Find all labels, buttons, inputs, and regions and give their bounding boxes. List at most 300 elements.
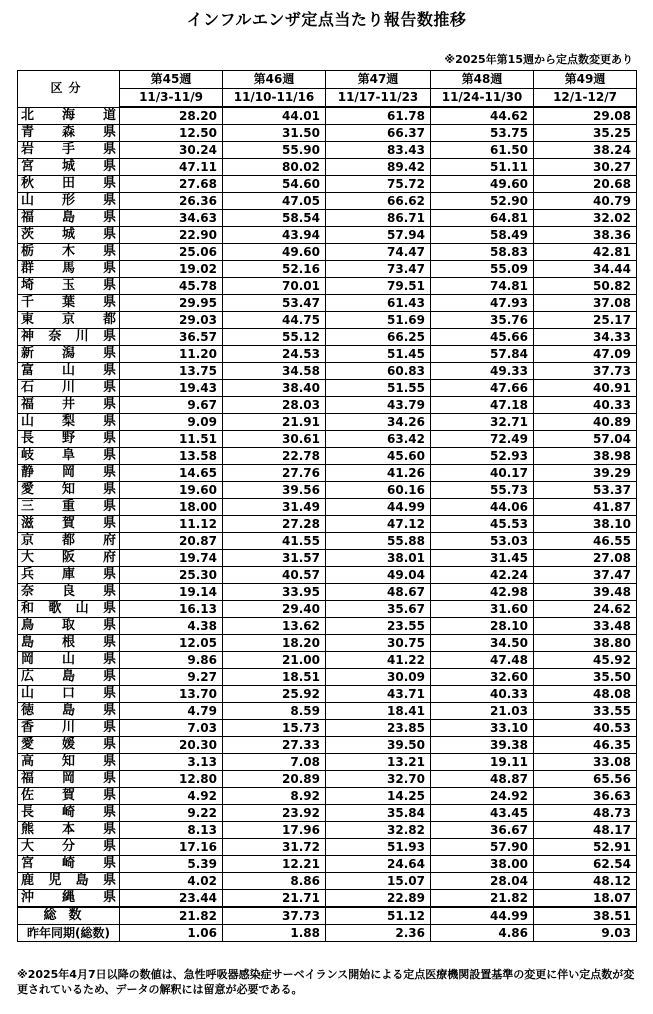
report-value-cell: 48.73 xyxy=(534,805,637,822)
report-value-cell: 37.08 xyxy=(534,295,637,312)
report-value-cell: 20.68 xyxy=(534,176,637,193)
report-value-cell: 4.86 xyxy=(431,925,534,942)
table-row xyxy=(18,635,637,652)
report-value-cell: 41.87 xyxy=(534,499,637,516)
report-value-cell: 40.89 xyxy=(534,414,637,431)
table-row xyxy=(18,754,637,771)
region-name: 昨年同期(総数) xyxy=(18,925,120,942)
report-value-cell: 48.17 xyxy=(534,822,637,839)
report-value-cell: 36.63 xyxy=(534,788,637,805)
region-name: 富山県 xyxy=(18,363,120,380)
report-value-cell: 39.56 xyxy=(223,482,326,499)
table-row xyxy=(18,839,637,856)
region-name: 埼玉県 xyxy=(18,278,120,295)
region-name: 宮城県 xyxy=(18,159,120,176)
report-value-cell: 9.67 xyxy=(120,397,223,414)
report-value-cell: 24.64 xyxy=(326,856,431,873)
report-value-cell: 11.51 xyxy=(120,431,223,448)
region-name: 福島県 xyxy=(18,210,120,227)
region-name: 岡山県 xyxy=(18,652,120,669)
table-row xyxy=(18,601,637,618)
report-value-cell: 21.71 xyxy=(223,890,326,908)
report-value-cell: 32.70 xyxy=(326,771,431,788)
report-value-cell: 25.17 xyxy=(534,312,637,329)
report-value-cell: 52.91 xyxy=(534,839,637,856)
report-value-cell: 47.66 xyxy=(431,380,534,397)
report-value-cell: 9.22 xyxy=(120,805,223,822)
report-value-cell: 8.13 xyxy=(120,822,223,839)
report-value-cell: 21.82 xyxy=(120,907,223,925)
report-value-cell: 13.21 xyxy=(326,754,431,771)
report-value-cell: 33.10 xyxy=(431,720,534,737)
report-value-cell: 89.42 xyxy=(326,159,431,176)
report-value-cell: 42.24 xyxy=(431,567,534,584)
report-value-cell: 80.02 xyxy=(223,159,326,176)
report-value-cell: 3.13 xyxy=(120,754,223,771)
report-value-cell: 8.92 xyxy=(223,788,326,805)
report-value-cell: 13.75 xyxy=(120,363,223,380)
report-value-cell: 34.63 xyxy=(120,210,223,227)
report-value-cell: 38.01 xyxy=(326,550,431,567)
report-value-cell: 7.08 xyxy=(223,754,326,771)
report-value-cell: 34.44 xyxy=(534,261,637,278)
region-name: 福井県 xyxy=(18,397,120,414)
report-value-cell: 2.36 xyxy=(326,925,431,942)
report-value-cell: 38.10 xyxy=(534,516,637,533)
report-value-cell: 21.03 xyxy=(431,703,534,720)
report-value-cell: 45.53 xyxy=(431,516,534,533)
report-value-cell: 29.03 xyxy=(120,312,223,329)
report-value-cell: 32.02 xyxy=(534,210,637,227)
report-value-cell: 19.60 xyxy=(120,482,223,499)
last-year-row xyxy=(18,925,637,942)
report-value-cell: 4.02 xyxy=(120,873,223,890)
report-value-cell: 47.12 xyxy=(326,516,431,533)
report-value-cell: 21.82 xyxy=(431,890,534,908)
report-value-cell: 23.85 xyxy=(326,720,431,737)
table-row xyxy=(18,176,637,193)
report-value-cell: 18.20 xyxy=(223,635,326,652)
report-value-cell: 15.73 xyxy=(223,720,326,737)
table-row xyxy=(18,159,637,176)
region-name: 高知県 xyxy=(18,754,120,771)
report-value-cell: 12.80 xyxy=(120,771,223,788)
report-value-cell: 38.24 xyxy=(534,142,637,159)
report-value-cell: 66.25 xyxy=(326,329,431,346)
report-value-cell: 41.22 xyxy=(326,652,431,669)
report-value-cell: 49.60 xyxy=(431,176,534,193)
report-value-cell: 86.71 xyxy=(326,210,431,227)
report-value-cell: 27.08 xyxy=(534,550,637,567)
report-value-cell: 31.57 xyxy=(223,550,326,567)
region-name: 京都府 xyxy=(18,533,120,550)
region-name: 和歌山県 xyxy=(18,601,120,618)
report-value-cell: 40.57 xyxy=(223,567,326,584)
region-name: 山口県 xyxy=(18,686,120,703)
report-value-cell: 53.75 xyxy=(431,125,534,142)
report-value-cell: 53.47 xyxy=(223,295,326,312)
region-name: 新潟県 xyxy=(18,346,120,363)
region-name: 島根県 xyxy=(18,635,120,652)
region-name: 沖縄県 xyxy=(18,890,120,908)
table-row xyxy=(18,669,637,686)
report-value-cell: 4.79 xyxy=(120,703,223,720)
report-value-cell: 15.07 xyxy=(326,873,431,890)
region-name: 茨城県 xyxy=(18,227,120,244)
report-value-cell: 13.70 xyxy=(120,686,223,703)
report-value-cell: 55.90 xyxy=(223,142,326,159)
region-name: 長野県 xyxy=(18,431,120,448)
region-name: 北海道 xyxy=(18,107,120,125)
report-value-cell: 38.51 xyxy=(534,907,637,925)
report-value-cell: 74.47 xyxy=(326,244,431,261)
week-header: 第46週 xyxy=(223,71,326,89)
report-value-cell: 48.67 xyxy=(326,584,431,601)
report-value-cell: 57.94 xyxy=(326,227,431,244)
report-value-cell: 43.71 xyxy=(326,686,431,703)
report-value-cell: 31.45 xyxy=(431,550,534,567)
report-value-cell: 48.12 xyxy=(534,873,637,890)
report-value-cell: 35.84 xyxy=(326,805,431,822)
report-value-cell: 46.35 xyxy=(534,737,637,754)
report-value-cell: 23.55 xyxy=(326,618,431,635)
report-value-cell: 74.81 xyxy=(431,278,534,295)
report-value-cell: 13.58 xyxy=(120,448,223,465)
region-name: 岩手県 xyxy=(18,142,120,159)
table-row xyxy=(18,652,637,669)
report-value-cell: 55.73 xyxy=(431,482,534,499)
report-value-cell: 31.50 xyxy=(223,125,326,142)
table-row xyxy=(18,533,637,550)
report-value-cell: 47.48 xyxy=(431,652,534,669)
report-value-cell: 13.62 xyxy=(223,618,326,635)
report-value-cell: 57.90 xyxy=(431,839,534,856)
report-value-cell: 35.76 xyxy=(431,312,534,329)
region-name: 鹿児島県 xyxy=(18,873,120,890)
report-value-cell: 28.10 xyxy=(431,618,534,635)
region-name: 石川県 xyxy=(18,380,120,397)
report-value-cell: 52.16 xyxy=(223,261,326,278)
report-value-cell: 72.49 xyxy=(431,431,534,448)
report-value-cell: 66.37 xyxy=(326,125,431,142)
date-range-header: 12/1-12/7 xyxy=(534,89,637,108)
table-row xyxy=(18,703,637,720)
report-value-cell: 40.33 xyxy=(431,686,534,703)
report-value-cell: 47.11 xyxy=(120,159,223,176)
report-value-cell: 51.55 xyxy=(326,380,431,397)
region-column-header: 区分 xyxy=(18,71,120,108)
report-value-cell: 47.18 xyxy=(431,397,534,414)
report-value-cell: 33.08 xyxy=(534,754,637,771)
report-value-cell: 9.27 xyxy=(120,669,223,686)
report-value-cell: 54.60 xyxy=(223,176,326,193)
report-value-cell: 65.56 xyxy=(534,771,637,788)
table-row xyxy=(18,737,637,754)
region-name: 大阪府 xyxy=(18,550,120,567)
region-name: 愛媛県 xyxy=(18,737,120,754)
report-value-cell: 8.86 xyxy=(223,873,326,890)
region-name: 青森県 xyxy=(18,125,120,142)
report-value-cell: 4.38 xyxy=(120,618,223,635)
report-value-cell: 48.87 xyxy=(431,771,534,788)
report-value-cell: 27.33 xyxy=(223,737,326,754)
table-row xyxy=(18,227,637,244)
report-value-cell: 75.72 xyxy=(326,176,431,193)
report-value-cell: 31.72 xyxy=(223,839,326,856)
table-row xyxy=(18,346,637,363)
region-name: 長崎県 xyxy=(18,805,120,822)
table-row xyxy=(18,805,637,822)
report-value-cell: 53.03 xyxy=(431,533,534,550)
report-value-cell: 14.65 xyxy=(120,465,223,482)
date-range-header: 11/24-11/30 xyxy=(431,89,534,108)
report-value-cell: 61.50 xyxy=(431,142,534,159)
report-value-cell: 11.12 xyxy=(120,516,223,533)
report-value-cell: 19.14 xyxy=(120,584,223,601)
report-value-cell: 41.26 xyxy=(326,465,431,482)
report-value-cell: 55.09 xyxy=(431,261,534,278)
report-value-cell: 22.78 xyxy=(223,448,326,465)
report-value-cell: 40.79 xyxy=(534,193,637,210)
table-row xyxy=(18,312,637,329)
report-value-cell: 24.62 xyxy=(534,601,637,618)
report-value-cell: 21.00 xyxy=(223,652,326,669)
report-value-cell: 19.74 xyxy=(120,550,223,567)
report-value-cell: 28.20 xyxy=(120,107,223,125)
report-value-cell: 38.80 xyxy=(534,635,637,652)
report-value-cell: 45.60 xyxy=(326,448,431,465)
report-value-cell: 51.69 xyxy=(326,312,431,329)
report-value-cell: 31.60 xyxy=(431,601,534,618)
report-value-cell: 16.13 xyxy=(120,601,223,618)
report-value-cell: 66.62 xyxy=(326,193,431,210)
report-value-cell: 12.21 xyxy=(223,856,326,873)
report-value-cell: 20.30 xyxy=(120,737,223,754)
report-value-cell: 25.06 xyxy=(120,244,223,261)
report-value-cell: 25.92 xyxy=(223,686,326,703)
report-value-cell: 41.55 xyxy=(223,533,326,550)
report-value-cell: 62.54 xyxy=(534,856,637,873)
report-value-cell: 29.08 xyxy=(534,107,637,125)
report-value-cell: 7.03 xyxy=(120,720,223,737)
region-name: 兵庫県 xyxy=(18,567,120,584)
table-row xyxy=(18,686,637,703)
table-row xyxy=(18,516,637,533)
date-range-header: 11/3-11/9 xyxy=(120,89,223,108)
report-value-cell: 39.48 xyxy=(534,584,637,601)
report-value-cell: 33.95 xyxy=(223,584,326,601)
report-value-cell: 47.93 xyxy=(431,295,534,312)
week-header: 第47週 xyxy=(326,71,431,89)
region-name: 岐阜県 xyxy=(18,448,120,465)
report-value-cell: 32.60 xyxy=(431,669,534,686)
table-row xyxy=(18,567,637,584)
table-row xyxy=(18,278,637,295)
header-week-row xyxy=(18,71,637,89)
report-value-cell: 39.29 xyxy=(534,465,637,482)
report-value-cell: 30.09 xyxy=(326,669,431,686)
table-row xyxy=(18,856,637,873)
table-row xyxy=(18,261,637,278)
report-value-cell: 49.04 xyxy=(326,567,431,584)
report-value-cell: 49.33 xyxy=(431,363,534,380)
definition-change-note: ※2025年第15週から定点数変更あり xyxy=(444,53,633,66)
report-value-cell: 19.02 xyxy=(120,261,223,278)
report-value-cell: 27.28 xyxy=(223,516,326,533)
report-value-cell: 73.47 xyxy=(326,261,431,278)
report-value-cell: 29.40 xyxy=(223,601,326,618)
table-row xyxy=(18,329,637,346)
influenza-report-table xyxy=(17,70,637,942)
report-value-cell: 19.11 xyxy=(431,754,534,771)
report-value-cell: 25.30 xyxy=(120,567,223,584)
report-value-cell: 37.73 xyxy=(223,907,326,925)
report-value-cell: 52.93 xyxy=(431,448,534,465)
region-name: 群馬県 xyxy=(18,261,120,278)
report-value-cell: 63.42 xyxy=(326,431,431,448)
region-name: 滋賀県 xyxy=(18,516,120,533)
region-name: 宮崎県 xyxy=(18,856,120,873)
report-value-cell: 28.04 xyxy=(431,873,534,890)
report-value-cell: 12.05 xyxy=(120,635,223,652)
report-value-cell: 24.53 xyxy=(223,346,326,363)
region-name: 大分県 xyxy=(18,839,120,856)
report-value-cell: 61.78 xyxy=(326,107,431,125)
report-value-cell: 20.89 xyxy=(223,771,326,788)
report-value-cell: 57.04 xyxy=(534,431,637,448)
report-value-cell: 57.84 xyxy=(431,346,534,363)
report-value-cell: 55.88 xyxy=(326,533,431,550)
table-row xyxy=(18,618,637,635)
table-row xyxy=(18,107,637,125)
region-name: 三重県 xyxy=(18,499,120,516)
report-value-cell: 44.99 xyxy=(326,499,431,516)
report-value-cell: 36.67 xyxy=(431,822,534,839)
report-value-cell: 49.60 xyxy=(223,244,326,261)
report-value-cell: 51.45 xyxy=(326,346,431,363)
report-value-cell: 22.90 xyxy=(120,227,223,244)
report-value-cell: 20.87 xyxy=(120,533,223,550)
region-name: 山梨県 xyxy=(18,414,120,431)
report-value-cell: 44.62 xyxy=(431,107,534,125)
region-name: 山形県 xyxy=(18,193,120,210)
report-value-cell: 30.75 xyxy=(326,635,431,652)
report-value-cell: 48.08 xyxy=(534,686,637,703)
report-value-cell: 64.81 xyxy=(431,210,534,227)
report-value-cell: 32.71 xyxy=(431,414,534,431)
report-value-cell: 47.05 xyxy=(223,193,326,210)
report-value-cell: 8.59 xyxy=(223,703,326,720)
date-range-header: 11/10-11/16 xyxy=(223,89,326,108)
table-row xyxy=(18,414,637,431)
region-name: 徳島県 xyxy=(18,703,120,720)
report-value-cell: 58.49 xyxy=(431,227,534,244)
report-value-cell: 42.81 xyxy=(534,244,637,261)
report-value-cell: 34.26 xyxy=(326,414,431,431)
table-row xyxy=(18,244,637,261)
report-value-cell: 35.50 xyxy=(534,669,637,686)
report-value-cell: 70.01 xyxy=(223,278,326,295)
region-name: 鳥取県 xyxy=(18,618,120,635)
report-value-cell: 40.53 xyxy=(534,720,637,737)
region-name: 奈良県 xyxy=(18,584,120,601)
region-name: 熊本県 xyxy=(18,822,120,839)
report-value-cell: 34.50 xyxy=(431,635,534,652)
report-value-cell: 55.12 xyxy=(223,329,326,346)
report-value-cell: 40.33 xyxy=(534,397,637,414)
report-value-cell: 9.86 xyxy=(120,652,223,669)
report-value-cell: 38.98 xyxy=(534,448,637,465)
week-header: 第49週 xyxy=(534,71,637,89)
report-value-cell: 9.09 xyxy=(120,414,223,431)
report-value-cell: 50.82 xyxy=(534,278,637,295)
report-value-cell: 58.54 xyxy=(223,210,326,227)
table-row xyxy=(18,431,637,448)
report-value-cell: 39.38 xyxy=(431,737,534,754)
report-value-cell: 5.39 xyxy=(120,856,223,873)
table-row xyxy=(18,142,637,159)
report-value-cell: 17.96 xyxy=(223,822,326,839)
week-header: 第48週 xyxy=(431,71,534,89)
table-row xyxy=(18,873,637,890)
report-value-cell: 33.48 xyxy=(534,618,637,635)
report-value-cell: 18.51 xyxy=(223,669,326,686)
report-value-cell: 36.57 xyxy=(120,329,223,346)
report-value-cell: 51.93 xyxy=(326,839,431,856)
table-row xyxy=(18,363,637,380)
report-value-cell: 53.37 xyxy=(534,482,637,499)
report-value-cell: 12.50 xyxy=(120,125,223,142)
report-value-cell: 79.51 xyxy=(326,278,431,295)
table-row xyxy=(18,465,637,482)
footnote: ※2025年4月7日以降の数値は、急性呼吸器感染症サーベイランス開始による定点医療機関設置基準の変更に伴い定点数が変更されているため、データの解釈には留意が必要である。 xyxy=(17,968,635,996)
region-name: 静岡県 xyxy=(18,465,120,482)
report-value-cell: 27.76 xyxy=(223,465,326,482)
report-value-cell: 38.00 xyxy=(431,856,534,873)
region-name: 広島県 xyxy=(18,669,120,686)
report-value-cell: 40.17 xyxy=(431,465,534,482)
region-name: 香川県 xyxy=(18,720,120,737)
report-value-cell: 37.47 xyxy=(534,567,637,584)
report-value-cell: 38.36 xyxy=(534,227,637,244)
report-value-cell: 28.03 xyxy=(223,397,326,414)
report-value-cell: 83.43 xyxy=(326,142,431,159)
table-row xyxy=(18,788,637,805)
region-name: 秋田県 xyxy=(18,176,120,193)
table-row xyxy=(18,550,637,567)
report-value-cell: 11.20 xyxy=(120,346,223,363)
report-value-cell: 18.41 xyxy=(326,703,431,720)
report-value-cell: 1.06 xyxy=(120,925,223,942)
table-row xyxy=(18,822,637,839)
table-row xyxy=(18,720,637,737)
report-value-cell: 23.44 xyxy=(120,890,223,908)
region-name: 愛知県 xyxy=(18,482,120,499)
report-value-cell: 44.01 xyxy=(223,107,326,125)
table-row xyxy=(18,125,637,142)
report-value-cell: 14.25 xyxy=(326,788,431,805)
report-value-cell: 45.78 xyxy=(120,278,223,295)
report-value-cell: 18.00 xyxy=(120,499,223,516)
report-value-cell: 23.92 xyxy=(223,805,326,822)
report-value-cell: 34.58 xyxy=(223,363,326,380)
report-value-cell: 45.92 xyxy=(534,652,637,669)
report-value-cell: 9.03 xyxy=(534,925,637,942)
report-value-cell: 27.68 xyxy=(120,176,223,193)
report-value-cell: 31.49 xyxy=(223,499,326,516)
table-row xyxy=(18,584,637,601)
report-value-cell: 60.83 xyxy=(326,363,431,380)
